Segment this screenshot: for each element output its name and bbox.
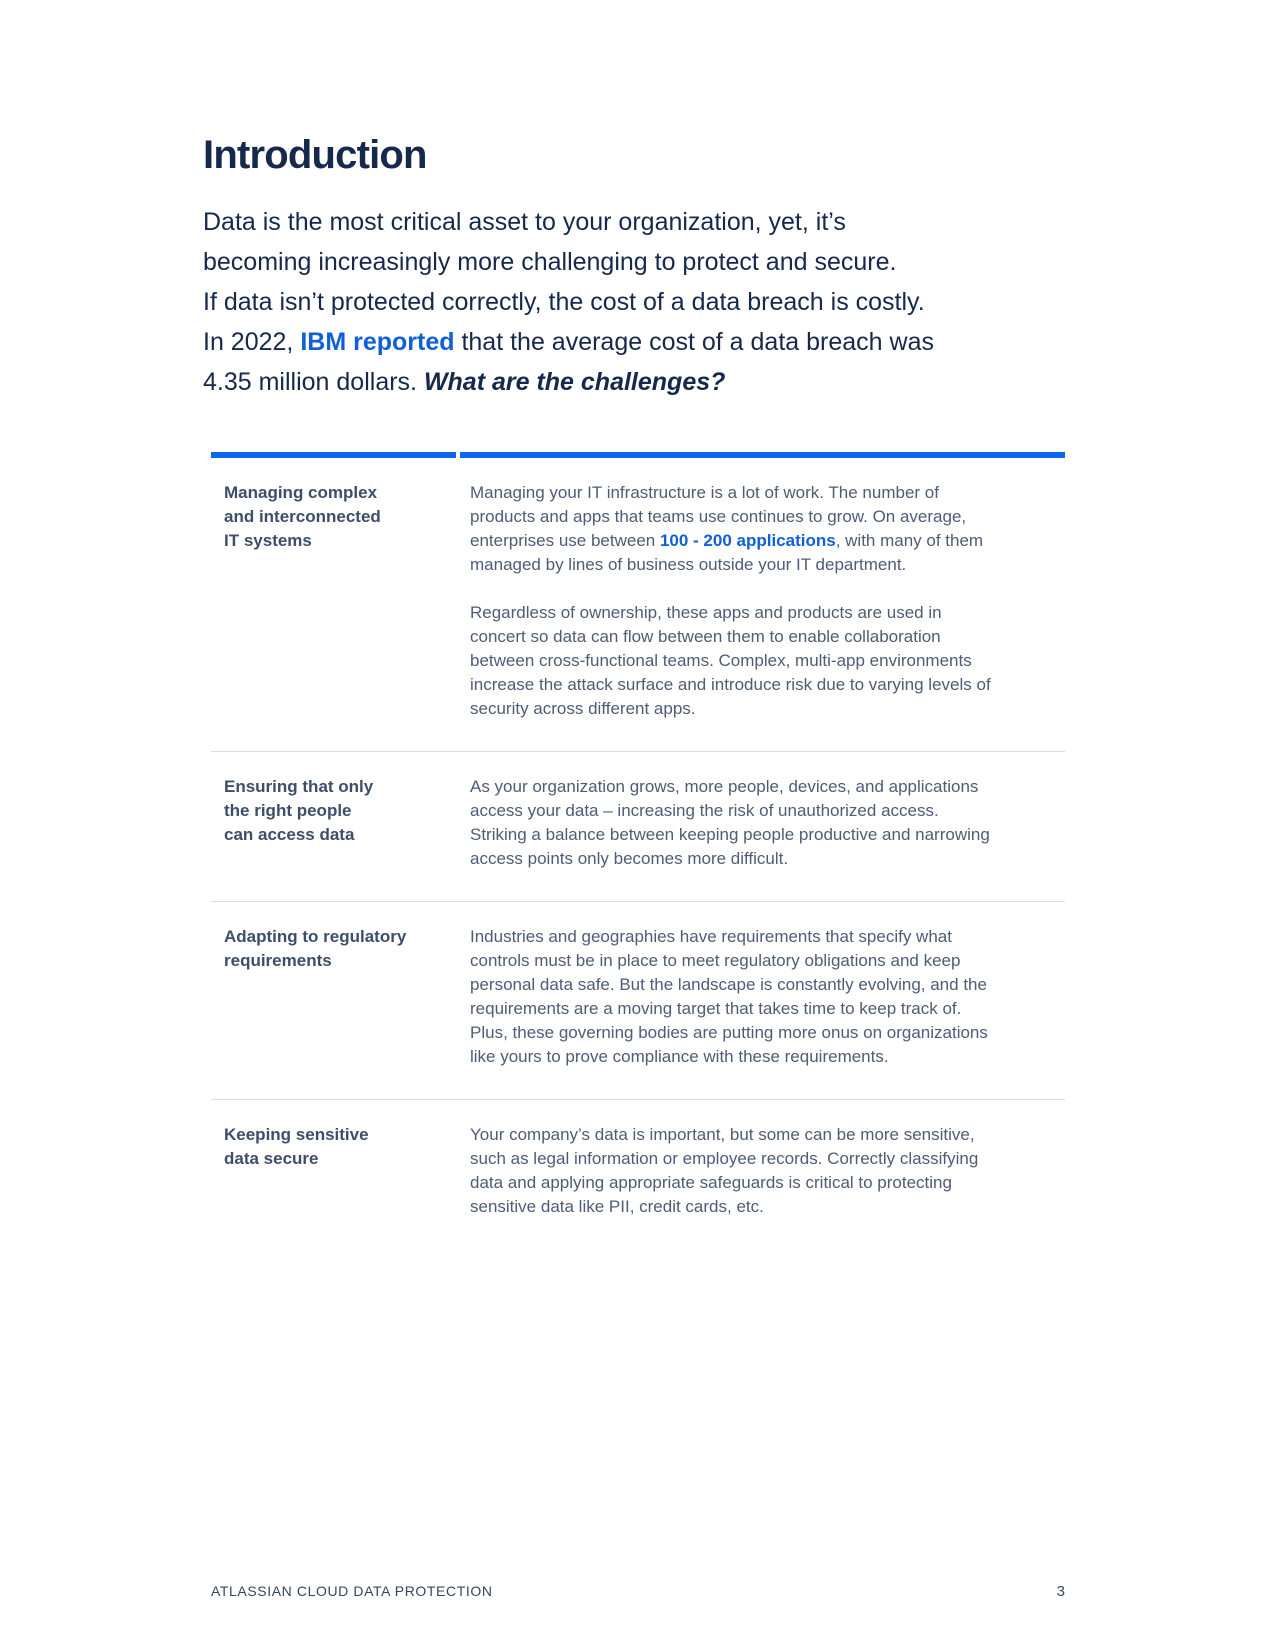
body-paragraph: Your company’s data is important, but some can be more sensitive, such as legal information or employee records. Correctly classifying data and applying appropriate safeguards is critical to protecting sensitive data like PII, credit cards, etc. — [470, 1125, 979, 1216]
table-row — [211, 751, 1065, 901]
row-body — [460, 775, 1065, 871]
body-paragraph: Regardless of ownership, these apps and products are used in concert so data can flow between them to enable collaboration between cross-functional teams. Complex, multi-app environments increase the attack surface and introduce risk due to varying levels of security across different apps. — [470, 603, 991, 718]
table-row — [211, 458, 1065, 751]
row-heading: Keeping sensitive data secure — [224, 1125, 369, 1168]
row-heading: Ensuring that only the right people can access data — [224, 777, 374, 844]
challenges-table — [211, 452, 1065, 1249]
row-heading: Managing complex and interconnected IT systems — [224, 483, 381, 550]
table-row — [211, 1099, 1065, 1249]
accent-bar-right-segment — [460, 452, 1065, 458]
body-paragraph: Managing your IT infrastructure is a lot of work. The number of products and apps that teams use continues to grow. On average, enterprises use between 100 - 200 applications, with many of them managed by lines of business outside your IT department. — [470, 483, 984, 574]
row-body — [460, 925, 1065, 1069]
body-paragraph: As your organization grows, more people, devices, and applications access your data – increasing the risk of unauthorized access. Striking a balance between keeping people productive and narrowing access points only becomes more difficult. — [470, 777, 990, 868]
page-title: Introduction — [203, 133, 427, 177]
challenges-table-rows — [211, 458, 1065, 1249]
accent-bar — [211, 452, 1065, 458]
accent-bar-left-segment — [211, 452, 456, 458]
row-body — [460, 481, 1065, 721]
applications-stat-link[interactable]: 100 - 200 applications — [659, 531, 836, 550]
challenges-question: What are the challenges? — [423, 368, 726, 396]
intro-paragraph: Data is the most critical asset to your organization, yet, it’s becoming increasingly more challenging to protect and secure. If data isn’t protected correctly, the cost of a data breach is costly. In 2022, IBM reported that the average cost of a data breach was 4.35 million dollars. What are the challenges? — [203, 208, 934, 396]
page-number: 3 — [1056, 1583, 1065, 1600]
body-paragraph: Industries and geographies have requirements that specify what controls must be in place to meet regulatory obligations and keep personal data safe. But the landscape is constantly evolving, and the requirements are a moving target that takes time to keep track of. Plus, these governing bodies are putting more onus on organizations like yours to prove compliance with these requirements. — [470, 927, 988, 1066]
table-row — [211, 901, 1065, 1099]
row-body — [460, 1123, 1065, 1219]
ibm-reported-link[interactable]: IBM reported — [300, 328, 455, 356]
document-page-content — [203, 0, 1083, 1249]
footer-document-title: ATLASSIAN CLOUD DATA PROTECTION — [211, 1583, 493, 1599]
row-heading: Adapting to regulatory requirements — [224, 927, 407, 970]
page-footer — [211, 1583, 1065, 1600]
